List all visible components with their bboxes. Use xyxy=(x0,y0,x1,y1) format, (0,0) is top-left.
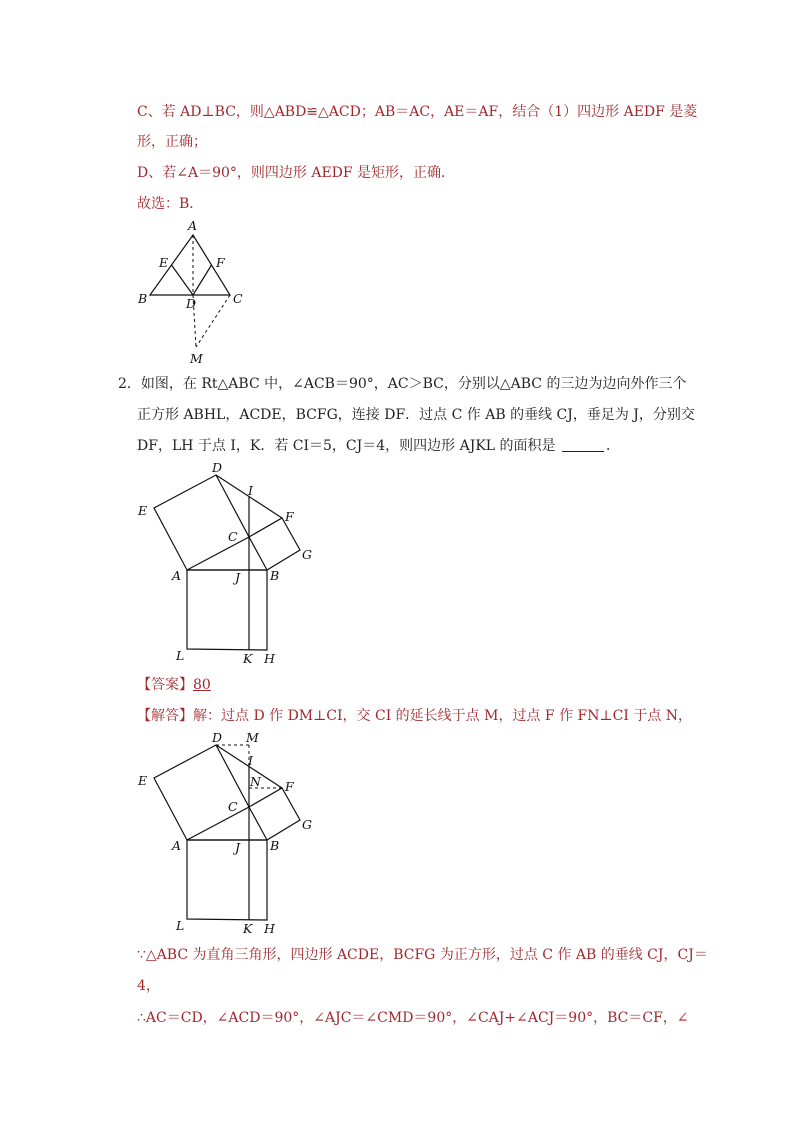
figure-squares-construction xyxy=(130,728,330,938)
fig2-label-j: J xyxy=(235,570,241,585)
fig3-label-a: A xyxy=(172,838,182,853)
fig3-label-c: C xyxy=(228,799,238,814)
fig2-label-d: D xyxy=(212,460,223,475)
fig2-label-b: B xyxy=(270,568,280,583)
q2-line3: DF，LH 于点 I，K．若 CI＝5，CJ＝4，则四边形 AJKL 的面积是 ． xyxy=(137,438,620,454)
fig2-label-c: C xyxy=(228,529,238,544)
fig3-label-d: D xyxy=(212,730,223,745)
figure-rhombus xyxy=(130,215,260,370)
fig1-label-e: E xyxy=(159,255,169,270)
fig3-label-e: E xyxy=(138,773,148,788)
segment-cm-dashed xyxy=(196,295,230,347)
fig2-label-k: K xyxy=(243,651,253,666)
segment-ed xyxy=(172,265,194,295)
fig1-label-b: B xyxy=(138,291,148,306)
square-abhl xyxy=(187,840,267,920)
fig1-label-a: A xyxy=(188,218,198,233)
fig3-label-h: H xyxy=(264,921,275,936)
square-acde xyxy=(154,475,249,570)
fig3-label-b: B xyxy=(270,838,280,853)
q2-number: 2． xyxy=(118,376,141,392)
square-acde xyxy=(154,745,249,840)
fig3-label-k: K xyxy=(243,921,253,936)
q2-line1: 2．如图，在 Rt△ABC 中，∠ACB＝90°，AC＞BC，分别以△ABC 的三边为边向外作三个 xyxy=(118,376,687,392)
fig3-label-i: I xyxy=(248,753,253,768)
fig1-label-d: D xyxy=(186,296,197,311)
fig2-label-h: H xyxy=(264,651,275,666)
therefore-line: ∴AC＝CD，∠ACD＝90°，∠AJC＝∠CMD＝90°，∠CAJ+∠ACJ＝90°，BC＝CF，∠ xyxy=(137,1010,689,1026)
solution-line: 【解答】解：过点 D 作 DM⊥CI，交 CI 的延长线于点 M，过点 F 作 FN⊥CI 于点 N， xyxy=(137,708,693,724)
choose-answer: 故选：B． xyxy=(137,196,204,212)
answer-value: 80 xyxy=(193,677,211,693)
square-abhl xyxy=(187,570,267,650)
answer-tag: 【答案】 xyxy=(137,677,193,693)
fig2-label-a: A xyxy=(172,568,182,583)
fig3-label-m: M xyxy=(246,730,259,745)
fig1-label-c: C xyxy=(233,291,243,306)
fig1-label-f: F xyxy=(216,255,225,270)
option-c-line1: C、若 AD⊥BC，则△ABD≌△ACD；AB＝AC，AE＝AF，结合（1）四边形 AEDF 是菱 xyxy=(137,104,698,120)
q2-line2: 正方形 ABHL，ACDE，BCFG，连接 DF．过点 C 作 AB 的垂线 CJ，垂足为 J，分别交 xyxy=(137,407,695,423)
figure-squares xyxy=(130,460,330,670)
fig3-label-g: G xyxy=(302,817,312,832)
option-c-line2: 形，正确； xyxy=(137,134,207,150)
segment-df xyxy=(193,265,212,295)
answer-blank xyxy=(562,451,604,452)
fig3-label-l: L xyxy=(176,918,185,933)
option-d-line: D、若∠A＝90°，则四边形 AEDF 是矩形，正确． xyxy=(137,165,456,181)
fig2-label-f: F xyxy=(285,509,294,524)
fig3-label-n: N xyxy=(250,774,261,789)
square-bcfg xyxy=(249,788,300,840)
fig2-label-e: E xyxy=(138,503,148,518)
fig3-label-j: J xyxy=(235,840,241,855)
fig3-label-f: F xyxy=(285,779,294,794)
fig2-label-g: G xyxy=(302,547,312,562)
fig1-label-m: M xyxy=(190,351,203,366)
fig2-label-i: I xyxy=(248,483,253,498)
since-line1: ∵△ABC 为直角三角形，四边形 ACDE，BCFG 为正方形，过点 C 作 AB 的垂线 CJ，CJ＝ xyxy=(137,947,708,963)
fig2-label-l: L xyxy=(176,648,185,663)
answer-line xyxy=(137,675,682,695)
square-bcfg xyxy=(249,518,300,570)
since-line2: 4， xyxy=(137,978,160,994)
solution-tag: 【解答】 xyxy=(137,708,193,724)
